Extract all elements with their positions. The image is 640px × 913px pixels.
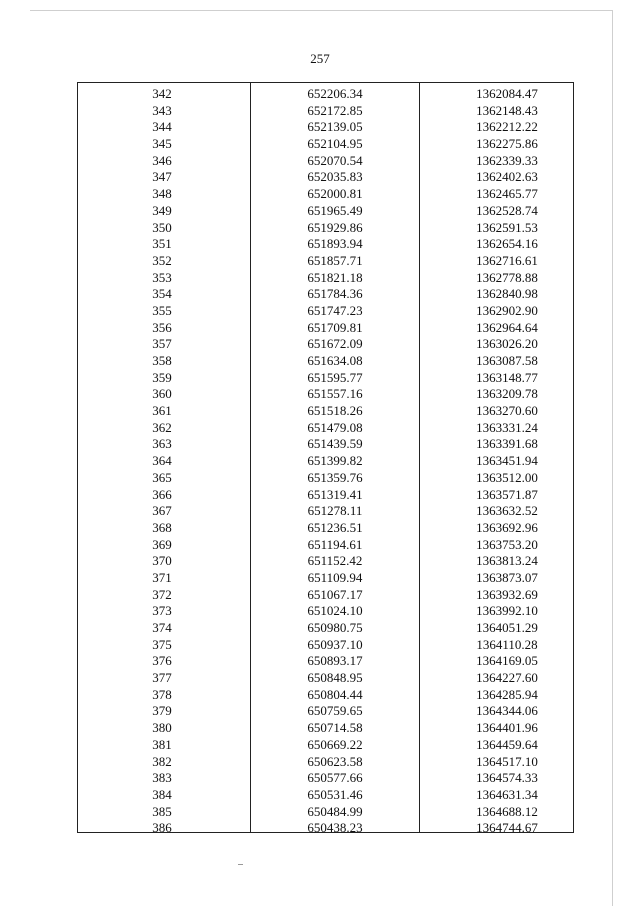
y-coordinate-cell: 1364169.05 xyxy=(476,653,538,669)
table-row xyxy=(78,220,573,237)
point-number-cell: 365 xyxy=(152,469,172,485)
table-row xyxy=(78,603,573,620)
point-number-cell: 381 xyxy=(152,736,172,752)
table-row xyxy=(78,804,573,821)
point-number-cell: 363 xyxy=(152,436,172,452)
point-number-cell: 359 xyxy=(152,369,172,385)
point-number-cell: 370 xyxy=(152,553,172,569)
x-coordinate-cell: 651152.42 xyxy=(307,553,363,569)
point-number-cell: 384 xyxy=(152,786,172,802)
point-number-cell: 344 xyxy=(152,119,172,135)
table-row xyxy=(78,236,573,253)
x-coordinate-cell: 651595.77 xyxy=(307,369,363,385)
table-body xyxy=(78,86,573,837)
y-coordinate-cell: 1362528.74 xyxy=(476,202,538,218)
point-number-cell: 369 xyxy=(152,536,172,552)
point-number-cell: 348 xyxy=(152,186,172,202)
table-row xyxy=(78,353,573,370)
y-coordinate-cell: 1363148.77 xyxy=(476,369,538,385)
table-row xyxy=(78,620,573,637)
table-row xyxy=(78,754,573,771)
coordinate-table xyxy=(77,82,574,836)
x-coordinate-cell: 650577.66 xyxy=(307,770,363,786)
table-row xyxy=(78,820,573,837)
x-coordinate-cell: 651359.76 xyxy=(307,469,363,485)
x-coordinate-cell: 650804.44 xyxy=(307,686,363,702)
y-coordinate-cell: 1363512.00 xyxy=(476,469,538,485)
table-row xyxy=(78,336,573,353)
table-row xyxy=(78,687,573,704)
x-coordinate-cell: 650759.65 xyxy=(307,703,363,719)
y-coordinate-cell: 1364459.64 xyxy=(476,736,538,752)
table-row xyxy=(78,270,573,287)
x-coordinate-cell: 651672.09 xyxy=(307,336,363,352)
y-coordinate-cell: 1362148.43 xyxy=(476,102,538,118)
y-coordinate-cell: 1362654.16 xyxy=(476,236,538,252)
x-coordinate-cell: 652139.05 xyxy=(307,119,363,135)
x-coordinate-cell: 651634.08 xyxy=(307,353,363,368)
x-coordinate-cell: 651518.26 xyxy=(307,403,363,419)
x-coordinate-cell: 650669.22 xyxy=(307,736,363,752)
x-coordinate-cell: 651821.18 xyxy=(307,269,363,285)
point-number-cell: 380 xyxy=(152,720,172,736)
y-coordinate-cell: 1364110.28 xyxy=(476,636,538,652)
point-number-cell: 352 xyxy=(152,252,172,268)
point-number-cell: 373 xyxy=(152,603,172,619)
x-coordinate-cell: 651319.41 xyxy=(307,486,363,502)
y-coordinate-cell: 1362964.64 xyxy=(476,319,538,335)
table-row xyxy=(78,86,573,103)
point-number-cell: 357 xyxy=(152,336,172,352)
y-coordinate-cell: 1363753.20 xyxy=(476,536,538,552)
table-row xyxy=(78,286,573,303)
y-coordinate-cell: 1364051.29 xyxy=(476,620,538,635)
y-coordinate-cell: 1362465.77 xyxy=(476,186,538,202)
x-coordinate-cell: 652206.34 xyxy=(307,86,363,101)
y-coordinate-cell: 1362084.47 xyxy=(476,86,538,101)
table-row xyxy=(78,770,573,787)
y-coordinate-cell: 1363813.24 xyxy=(476,553,538,569)
y-coordinate-cell: 1364744.67 xyxy=(476,820,538,836)
point-number-cell: 360 xyxy=(152,386,172,402)
point-number-cell: 342 xyxy=(152,86,172,101)
x-coordinate-cell: 650848.95 xyxy=(307,670,363,686)
y-coordinate-cell: 1363331.24 xyxy=(476,419,538,435)
point-number-cell: 356 xyxy=(152,319,172,335)
x-coordinate-cell: 652070.54 xyxy=(307,152,363,168)
x-coordinate-cell: 651024.10 xyxy=(307,603,363,619)
point-number-cell: 372 xyxy=(152,586,172,602)
x-coordinate-cell: 651067.17 xyxy=(307,586,363,602)
page-number: 257 xyxy=(310,51,330,66)
point-number-cell: 345 xyxy=(152,136,172,152)
point-number-cell: 386 xyxy=(152,820,172,836)
y-coordinate-cell: 1362778.88 xyxy=(476,269,538,285)
y-coordinate-cell: 1364344.06 xyxy=(476,703,538,719)
table-row xyxy=(78,470,573,487)
y-coordinate-cell: 1363692.96 xyxy=(476,519,538,535)
x-coordinate-cell: 651236.51 xyxy=(307,519,363,535)
point-number-cell: 383 xyxy=(152,770,172,786)
y-coordinate-cell: 1363391.68 xyxy=(476,436,538,452)
x-coordinate-cell: 651893.94 xyxy=(307,236,363,252)
y-coordinate-cell: 1362275.86 xyxy=(476,136,538,152)
y-coordinate-cell: 1364688.12 xyxy=(476,803,538,819)
table-row xyxy=(78,103,573,120)
x-coordinate-cell: 651929.86 xyxy=(307,219,363,235)
x-coordinate-cell: 651857.71 xyxy=(307,252,363,268)
point-number-cell: 346 xyxy=(152,152,172,168)
table-row xyxy=(78,670,573,687)
table-row xyxy=(78,553,573,570)
table-row xyxy=(78,737,573,754)
table-row xyxy=(78,487,573,504)
table-row xyxy=(78,587,573,604)
x-coordinate-cell: 650438.23 xyxy=(307,820,363,836)
x-coordinate-cell: 650980.75 xyxy=(307,620,363,635)
table-row xyxy=(78,153,573,170)
table-row xyxy=(78,453,573,470)
table-row xyxy=(78,436,573,453)
table-row xyxy=(78,520,573,537)
y-coordinate-cell: 1363026.20 xyxy=(476,336,538,352)
point-number-cell: 347 xyxy=(152,169,172,185)
x-coordinate-cell: 651784.36 xyxy=(307,286,363,302)
x-coordinate-cell: 650893.17 xyxy=(307,653,363,669)
x-coordinate-cell: 651439.59 xyxy=(307,436,363,452)
y-coordinate-cell: 1364401.96 xyxy=(476,720,538,736)
point-number-cell: 349 xyxy=(152,202,172,218)
point-number-cell: 385 xyxy=(152,803,172,819)
x-coordinate-cell: 652035.83 xyxy=(307,169,363,185)
table-row xyxy=(78,403,573,420)
table-row xyxy=(78,637,573,654)
table-row xyxy=(78,503,573,520)
point-number-cell: 368 xyxy=(152,519,172,535)
y-coordinate-cell: 1363270.60 xyxy=(476,403,538,419)
x-coordinate-cell: 651965.49 xyxy=(307,202,363,218)
y-coordinate-cell: 1362402.63 xyxy=(476,169,538,185)
x-coordinate-cell: 650623.58 xyxy=(307,753,363,769)
y-coordinate-cell: 1364574.33 xyxy=(476,770,538,786)
x-coordinate-cell: 650714.58 xyxy=(307,720,363,736)
point-number-cell: 364 xyxy=(152,453,172,469)
table-row xyxy=(78,186,573,203)
y-coordinate-cell: 1362716.61 xyxy=(476,252,538,268)
y-coordinate-cell: 1363632.52 xyxy=(476,503,538,519)
x-coordinate-cell: 651709.81 xyxy=(307,319,363,335)
point-number-cell: 371 xyxy=(152,569,172,585)
table-row xyxy=(78,570,573,587)
table-row xyxy=(78,203,573,220)
table-row xyxy=(78,303,573,320)
table-row xyxy=(78,136,573,153)
point-number-cell: 379 xyxy=(152,703,172,719)
y-coordinate-cell: 1362212.22 xyxy=(476,119,538,135)
y-coordinate-cell: 1363571.87 xyxy=(476,486,538,502)
point-number-cell: 354 xyxy=(152,286,172,302)
y-coordinate-cell: 1362339.33 xyxy=(476,152,538,168)
point-number-cell: 353 xyxy=(152,269,172,285)
point-number-cell: 378 xyxy=(152,686,172,702)
point-number-cell: 376 xyxy=(152,653,172,669)
x-coordinate-cell: 651399.82 xyxy=(307,453,363,469)
x-coordinate-cell: 650531.46 xyxy=(307,786,363,802)
table-row xyxy=(78,420,573,437)
point-number-cell: 351 xyxy=(152,236,172,252)
table-row xyxy=(78,787,573,804)
table-row xyxy=(78,119,573,136)
x-coordinate-cell: 650484.99 xyxy=(307,803,363,819)
table-row xyxy=(78,703,573,720)
point-number-cell: 382 xyxy=(152,753,172,769)
point-number-cell: 350 xyxy=(152,219,172,235)
table-row xyxy=(78,370,573,387)
y-coordinate-cell: 1363451.94 xyxy=(476,453,538,469)
table-row xyxy=(78,386,573,403)
y-coordinate-cell: 1363992.10 xyxy=(476,603,538,619)
y-coordinate-cell: 1364227.60 xyxy=(476,670,538,686)
y-coordinate-cell: 1363087.58 xyxy=(476,353,538,368)
table-row xyxy=(78,653,573,670)
y-coordinate-cell: 1362840.98 xyxy=(476,286,538,302)
x-coordinate-cell: 651194.61 xyxy=(307,536,363,552)
y-coordinate-cell: 1362902.90 xyxy=(476,302,538,318)
point-number-cell: 362 xyxy=(152,419,172,435)
point-number-cell: 375 xyxy=(152,636,172,652)
table-row xyxy=(78,320,573,337)
point-number-cell: 367 xyxy=(152,503,172,519)
x-coordinate-cell: 651278.11 xyxy=(307,503,363,519)
point-number-cell: 358 xyxy=(152,353,172,368)
x-coordinate-cell: 652104.95 xyxy=(307,136,363,152)
x-coordinate-cell: 651479.08 xyxy=(307,419,363,435)
x-coordinate-cell: 652000.81 xyxy=(307,186,363,202)
footer-mark xyxy=(238,864,243,865)
point-number-cell: 343 xyxy=(152,102,172,118)
x-coordinate-cell: 651747.23 xyxy=(307,302,363,318)
y-coordinate-cell: 1364285.94 xyxy=(476,686,538,702)
y-coordinate-cell: 1364631.34 xyxy=(476,786,538,802)
x-coordinate-cell: 650937.10 xyxy=(307,636,363,652)
table-row xyxy=(78,253,573,270)
y-coordinate-cell: 1363873.07 xyxy=(476,569,538,585)
x-coordinate-cell: 651109.94 xyxy=(307,569,363,585)
x-coordinate-cell: 651557.16 xyxy=(307,386,363,402)
y-coordinate-cell: 1363932.69 xyxy=(476,586,538,602)
point-number-cell: 374 xyxy=(152,620,172,635)
y-coordinate-cell: 1363209.78 xyxy=(476,386,538,402)
point-number-cell: 355 xyxy=(152,302,172,318)
table-row xyxy=(78,537,573,554)
table-row xyxy=(78,169,573,186)
y-coordinate-cell: 1362591.53 xyxy=(476,219,538,235)
point-number-cell: 377 xyxy=(152,670,172,686)
x-coordinate-cell: 652172.85 xyxy=(307,102,363,118)
y-coordinate-cell: 1364517.10 xyxy=(476,753,538,769)
point-number-cell: 361 xyxy=(152,403,172,419)
point-number-cell: 366 xyxy=(152,486,172,502)
table-row xyxy=(78,720,573,737)
